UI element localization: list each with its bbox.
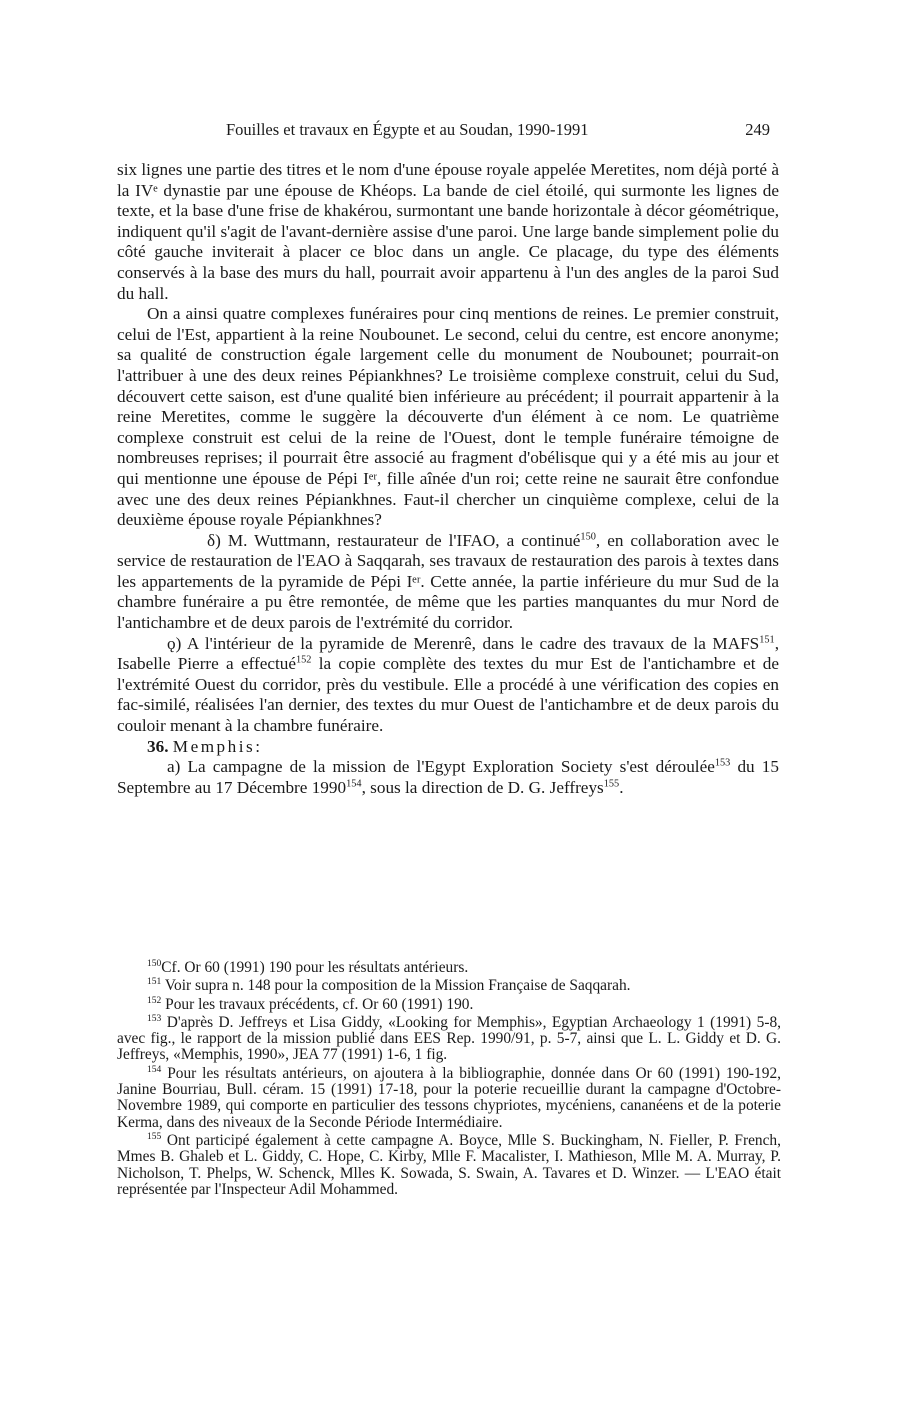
footnote-number: 154 [147, 1063, 162, 1075]
footnote-number: 151 [147, 976, 162, 988]
footnote-text: Ont participé également à cette campagne A. Boyce, Mlle S. Buckingham, N. Fieller, P. French, Mmes B. Ghaleb et L. Giddy, C. Hope, C. Kirby, Mlle F. Macalister, I. Mathieson, Mlle M. A. Murray, P. Nicholson, T. Phelps, W. Schenck, Mlles K. Sowada, S. Swain, A. Tavares et D. Winzer. — L'EAO était représentée par l'Inspecteur Adil Mohammed. [117, 1131, 781, 1198]
footnote-text: Pour les travaux précédents, cf. Or 60 (1991) 190. [165, 995, 474, 1013]
footnotes [117, 957, 781, 1200]
footnote-text: D'après D. Jeffreys et Lisa Giddy, «Looking for Memphis», Egyptian Archaeology 1 (1991) 5-8, avec fig., le rapport de la mission publié dans EES Rep. 1990/91, p. 5-7, ainsi que L. L. Giddy et D. G. Jeffreys, «Memphis, 1990», JEA 77 (1991) 1-6, 1 fig. [117, 1013, 781, 1064]
body-text [117, 160, 779, 798]
p4-text-a: ǫ) A l'intérieur de la pyramide de Merenrê, dans le cadre des travaux de la MAFS [167, 633, 760, 653]
footnote-text: Voir supra n. 148 pour la composition de la Mission Française de Saqqarah. [164, 977, 631, 995]
footnote [117, 1130, 781, 1198]
p5-text-a: a) La campagne de la mission de l'Egypt Exploration Society s'est déroulée [167, 757, 715, 777]
p5-text-c: , sous la direction de D. G. Jeffreys [361, 777, 604, 797]
p4-text-c: la copie complète des textes du mur Est de l'antichambre et de l'extrémité Ouest du corridor, près du vestibule. Elle a procédé à une vérification des copies en fac-similé, réalisées l'an dernier, des textes du mur Ouest de l'antichambre et de deux parois du couloir menant à la chambre funéraire. [117, 654, 779, 736]
paragraph-3 [117, 531, 779, 634]
footnote-number: 152 [147, 994, 162, 1006]
footnote-ref-155[interactable]: 155 [603, 778, 620, 790]
footnote-text: Pour les résultats antérieurs, on ajoutera à la bibliographie, donnée dans Or 60 (1991) 190-192, Janine Bourriau, Bull. céram. 15 (1991) 17-18, pour la poterie recueillie durant la campagne d'Octobre-Novembre 1989, qui comporte en particulier des tessons chypriotes, mycéniens, cananéens et de la poterie Kerma, dans des niveaux de la Seconde Période Intermédiaire. [117, 1064, 781, 1131]
p3-text-b: , en collaboration avec le service de restauration de l'EAO à Saqqarah, ses travaux de restauration des parois à textes dans les appartements de la pyramide de Pépi Iᵉʳ. Cette année, la partie inférieure du mur Sud de la chambre funéraire a pu être remontée, de même que les parties manquantes du mur Nord de l'antichambre et de deux parois de l'extrémité du corridor. [117, 530, 779, 633]
footnote-text: Cf. Or 60 (1991) 190 pour les résultats antérieurs. [161, 959, 469, 976]
footnote-ref-154[interactable]: 154 [346, 778, 362, 790]
footnote [117, 994, 781, 1013]
paragraph-1: six lignes une partie des titres et le nom d'une épouse royale appelée Meretites, nom déjà porté à la IVᵉ dynastie par une épouse de Khéops. La bande de ciel étoilé, qui surmonte les lignes de texte, et la base d'une frise de khakérou, surmontant une bande horizontale à décor géométrique, indiquent qu'il s'agit de l'avant-dernière assise d'une paroi. Une large bande simplement polie du côté gauche inviterait à placer ce bloc dans un angle. Ce placage, du type des éléments conservés à la base des murs du hall, pourrait avoir appartenu à l'un des angles de la paroi Sud du hall. [117, 160, 779, 303]
page-number: 249 [745, 120, 770, 139]
footnote-number: 155 [147, 1130, 162, 1142]
paragraph-4 [117, 634, 779, 737]
footnote [117, 957, 781, 976]
footnote-ref-152[interactable]: 152 [295, 654, 312, 666]
paragraph-2: On a ainsi quatre complexes funéraires pour cinq mentions de reines. Le premier construit, celui de l'Est, appartient à la reine Noubounet. Le second, celui du centre, est encore anonyme; sa qualité de construction égale largement celle du monument de Noubounet; pourrait-on l'attribuer à une des deux reines Pépiankhnes? Le troisième complexe construit, celui du Sud, découvert cette saison, est d'une qualité bien inférieure au précédent; il pourrait appartenir à la reine Meretites, comme le suggère la découverte d'un élément à ce nom. Le quatrième complexe construit est celui de la reine de l'Ouest, dont le temple funéraire témoigne de nombreuses reprises; il pourrait être associé au fragment d'obélisque qui y a été mis au jour et qui mentionne une épouse de Pépi Iᵉʳ, fille aînée d'un roi; cette reine ne saurait être confondue avec une des deux reines Pépiankhnes. Faut-il chercher un cinquième complexe, celui de la deuxième épouse royale Pépiankhnes? [117, 304, 779, 530]
running-head [118, 120, 780, 140]
p5-text-b: du 15 Septembre au 17 Décembre 1990 [117, 757, 779, 797]
p4-text-b: , Isabelle Pierre a effectué [117, 633, 779, 674]
section-title: Memphis: [172, 736, 263, 756]
footnote-number: 153 [147, 1012, 162, 1024]
section-number: 36. [147, 736, 169, 756]
footnote [117, 978, 781, 994]
p3-text-a: δ) M. Wuttmann, restaurateur de l'IFAO, a continué [207, 530, 581, 550]
footnote [117, 1012, 781, 1064]
footnote-number: 150 [147, 957, 162, 969]
footnote-ref-150[interactable]: 150 [580, 530, 596, 542]
footnote-ref-151[interactable]: 151 [759, 633, 775, 645]
footnote [117, 1063, 781, 1131]
paragraph-5 [117, 757, 779, 798]
section-heading [117, 737, 779, 758]
running-title: Fouilles et travaux en Égypte et au Soudan, 1990-1991 [226, 120, 589, 139]
footnote-ref-153[interactable]: 153 [714, 757, 731, 769]
p5-text-d: . [619, 777, 624, 797]
